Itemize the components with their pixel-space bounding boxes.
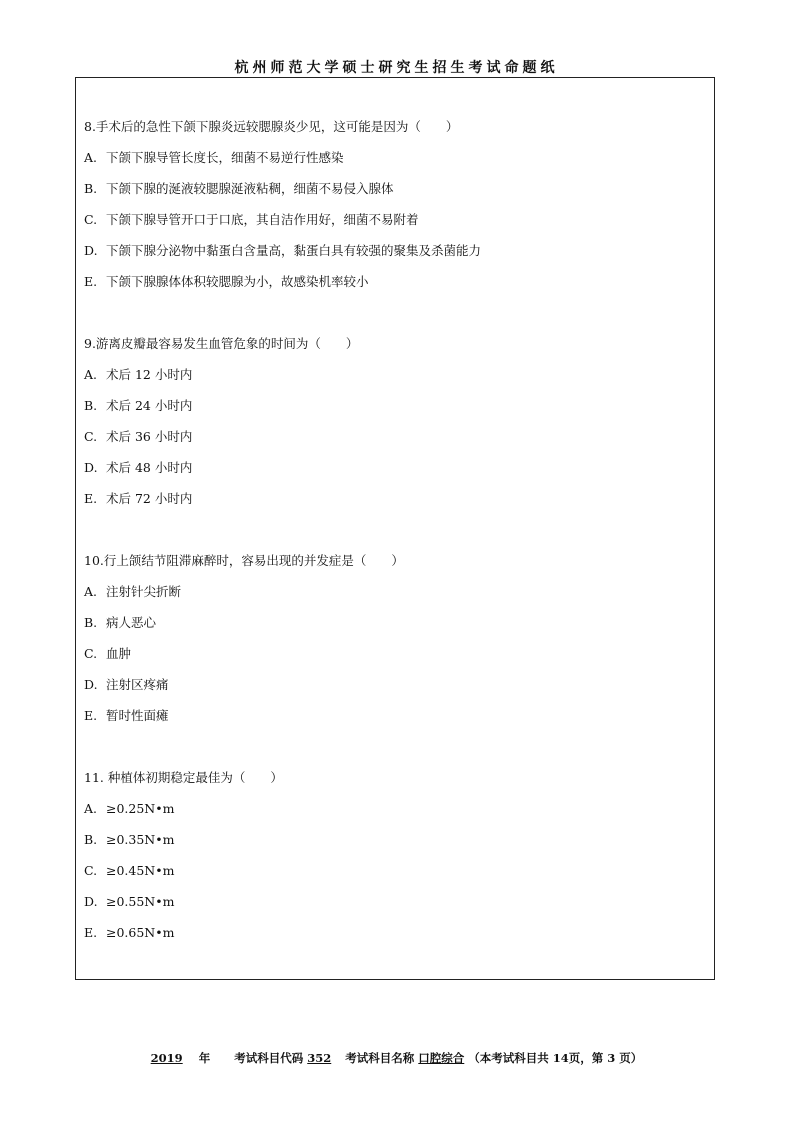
option-c: C. 血肿: [84, 646, 132, 661]
option-d: D. 术后 48 小时内: [84, 460, 193, 475]
option-d: D. 下颌下腺分泌物中黏蛋白含量高，黏蛋白具有较强的聚集及杀菌能力: [84, 243, 482, 258]
question-stem: 10.行上颌结节阻滞麻醉时，容易出现的并发症是（ ）: [84, 553, 404, 568]
option-c: C. ≥0.45N•m: [84, 863, 175, 878]
exam-content-frame: [75, 77, 715, 980]
option-c: C. 下颌下腺导管开口于口底，其自洁作用好，细菌不易附着: [84, 212, 419, 227]
subject-code-label: 考试科目代码: [234, 1051, 304, 1065]
subject-name: 口腔综合: [418, 1051, 465, 1065]
question-10: [84, 545, 704, 731]
page-title: 杭州师范大学硕士研究生招生考试命题纸: [234, 60, 559, 76]
option-b: B. 病人恶心: [84, 615, 157, 630]
page-info: （本考试科目共 14页，第 3 页）: [468, 1051, 643, 1065]
question-11: [84, 762, 704, 948]
option-e: E. 下颌下腺腺体体积较腮腺为小，故感染机率较小: [84, 274, 369, 289]
question-9: [84, 328, 704, 514]
option-b: B. ≥0.35N•m: [84, 832, 175, 847]
option-d: D. 注射区疼痛: [84, 677, 169, 692]
option-e: E. ≥0.65N•m: [84, 925, 175, 940]
question-8: [84, 111, 704, 297]
subject-code: 352: [307, 1051, 332, 1065]
question-stem: 9.游离皮瓣最容易发生血管危象的时间为（ ）: [84, 336, 359, 351]
option-e: E. 暂时性面瘫: [84, 708, 169, 723]
subject-name-label: 考试科目名称: [345, 1051, 415, 1065]
option-b: B. 下颌下腺的涎液较腮腺涎液粘稠，细菌不易侵入腺体: [84, 181, 394, 196]
question-stem: 11. 种植体初期稳定最佳为（ ）: [84, 770, 283, 785]
option-a: A. ≥0.25N•m: [84, 801, 175, 816]
option-d: D. ≥0.55N•m: [84, 894, 175, 909]
exam-year: 2019: [150, 1051, 183, 1065]
option-a: A. 下颌下腺导管长度长，细菌不易逆行性感染: [84, 150, 344, 165]
page-footer: [0, 1050, 793, 1066]
year-label: 年: [198, 1051, 211, 1065]
option-b: B. 术后 24 小时内: [84, 398, 193, 413]
question-list: [84, 111, 704, 948]
option-a: A. 术后 12 小时内: [84, 367, 193, 382]
option-e: E. 术后 72 小时内: [84, 491, 193, 506]
option-a: A. 注射针尖折断: [84, 584, 182, 599]
question-stem: 8.手术后的急性下颌下腺炎远较腮腺炎少见，这可能是因为（ ）: [84, 119, 459, 134]
option-c: C. 术后 36 小时内: [84, 429, 193, 444]
